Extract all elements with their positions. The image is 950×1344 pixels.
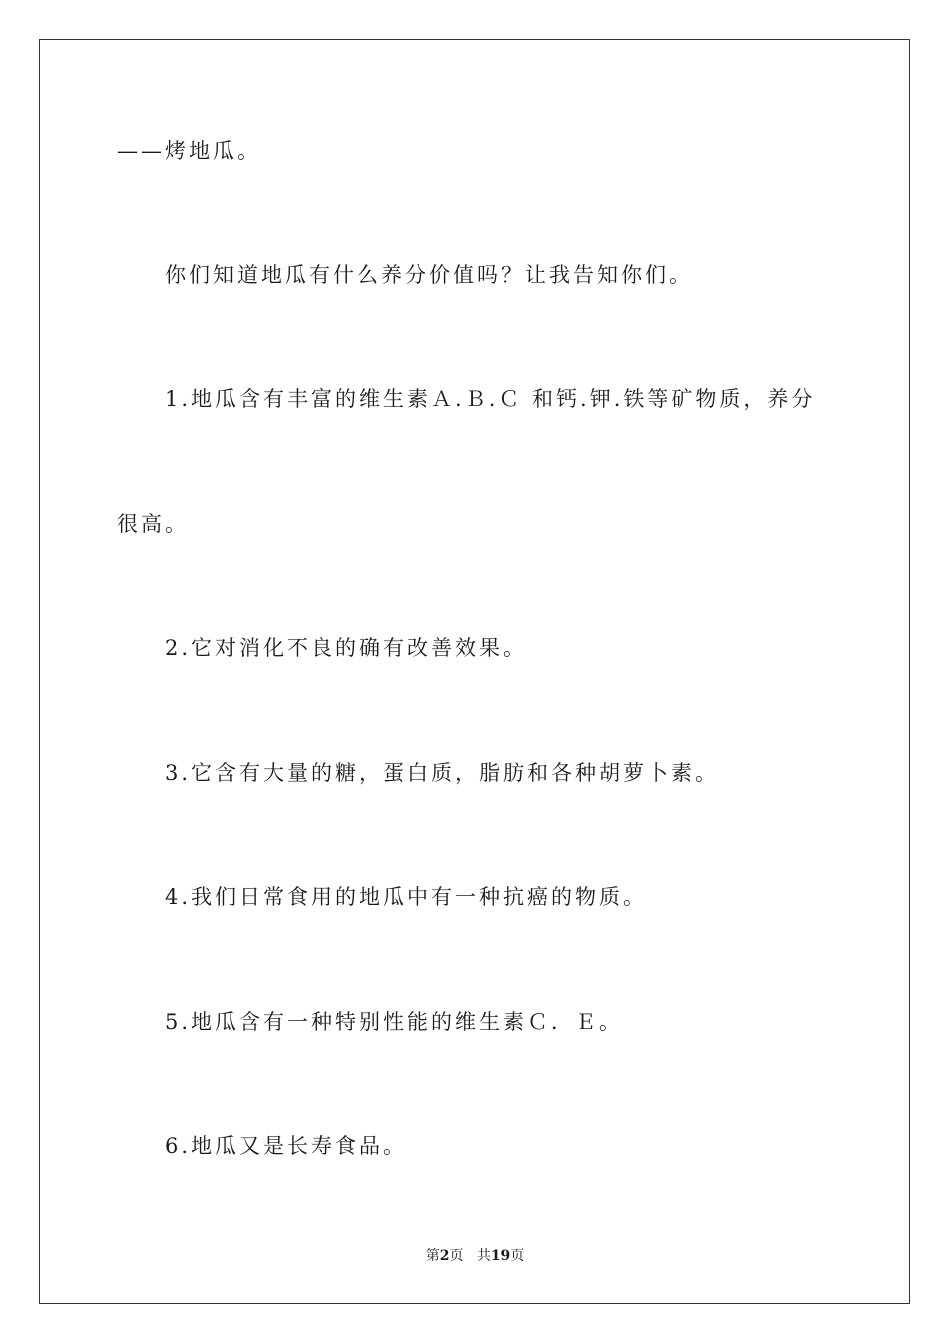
text-line: 6.地瓜又是长寿食品。 (165, 1134, 408, 1158)
page-footer (0, 1249, 950, 1263)
text-line: 2.它对消化不良的确有改善效果。 (165, 636, 528, 660)
page-suffix: 页 (449, 1248, 464, 1264)
text-line: 4.我们日常食用的地瓜中有一种抗癌的物质。 (165, 885, 648, 909)
page-frame (39, 39, 910, 1304)
page-number: 2 (439, 1248, 450, 1264)
page-prefix: 第 (425, 1248, 440, 1264)
total-pages: 19 (490, 1248, 511, 1264)
text-line: 很高。 (117, 512, 189, 536)
total-prefix: 共 (476, 1248, 491, 1264)
text-line: 3.它含有大量的糖，蛋白质，脂肪和各种胡萝卜素。 (165, 761, 720, 785)
text-line: 5.地瓜含有一种特别性能的维生素Ｃ．Ｅ。 (165, 1010, 624, 1034)
text-line: ——烤地瓜。 (117, 139, 261, 163)
total-suffix: 页 (510, 1248, 525, 1264)
text-line: 你们知道地瓜有什么养分价值吗？让我告知你们。 (165, 263, 693, 287)
text-line: 1.地瓜含有丰富的维生素Ａ.Ｂ.Ｃ 和钙.钾.铁等矿物质，养分 (165, 387, 816, 411)
